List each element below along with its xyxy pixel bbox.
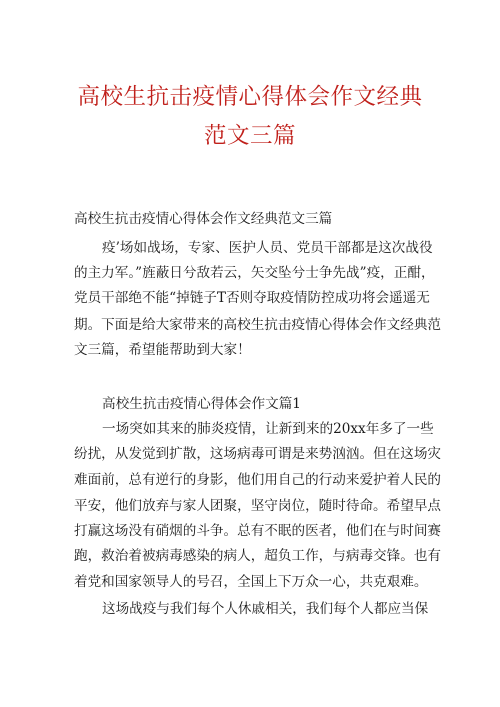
paragraph-line: 这场战疫与我们每个人休戚相关，我们每个人都应当保 bbox=[102, 601, 429, 617]
section-heading: 高校生抗击疫情心得体会作文篇1 bbox=[102, 396, 301, 412]
intro-line: 疫’场如战场，专家、医护人员、党员干部都是这次战役 bbox=[102, 240, 433, 256]
intro-line: 的主力军。”旌蔽日兮敌若云，矢交坠兮士争先战”疫，正酣， bbox=[74, 265, 435, 281]
intro-line: 期。下面是给大家带来的高校生抗击疫情心得体会作文经典范 bbox=[74, 317, 442, 333]
paragraph-line: 平安，他们放弃与家人团聚，坚守岗位，随时待命。希望早点 bbox=[74, 498, 442, 514]
paragraph-line: 跑，救治着被病毒感染的病人，超负工作，与病毒交锋。也有 bbox=[74, 548, 442, 564]
paragraph-line: 难面前，总有逆行的身影，他们用自己的行动来爱护着人民的 bbox=[74, 472, 442, 488]
paragraph-line: 着党和国家领导人的号召，全国上下万众一心，共克艰难。 bbox=[74, 574, 428, 590]
paragraph-line: 一场突如其来的肺炎疫情，让新到来的20xx年多了一些 bbox=[102, 421, 434, 437]
document-subtitle: 高校生抗击疫情心得体会作文经典范文三篇 bbox=[74, 211, 333, 227]
paragraph-line: 打赢这场没有硝烟的斗争。总有不眠的医者，他们在与时间赛 bbox=[74, 523, 442, 539]
document-title-line-1: 高校生抗击疫情心得体会作文经典 bbox=[77, 84, 423, 110]
intro-line: 文三篇，希望能帮助到大家！ bbox=[74, 342, 251, 358]
intro-line: 党员干部绝不能“掉链子T否则夺取疫情防控成功将会遥遥无 bbox=[74, 290, 430, 306]
document-title-line-2: 范文三篇 bbox=[203, 123, 296, 149]
paragraph-line: 纷扰，从发觉到扩散，这场病毒可谓是来势汹汹。但在这场灾 bbox=[74, 446, 442, 462]
